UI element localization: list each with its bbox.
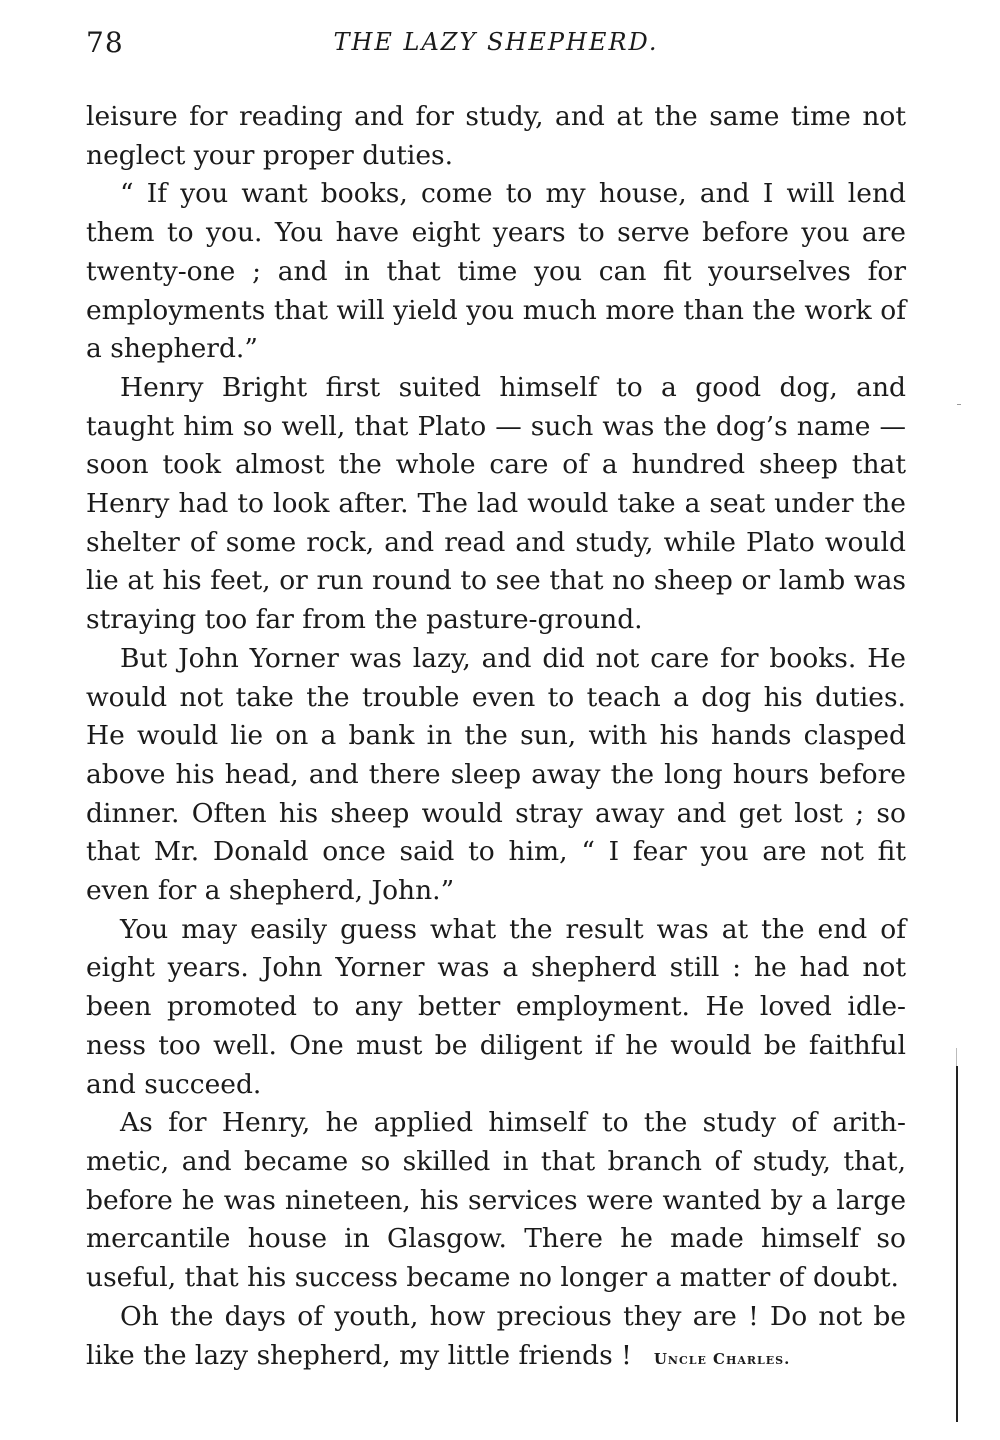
paragraph-7 (86, 1298, 906, 1378)
margin-rule (956, 1066, 958, 1422)
body-text (86, 98, 906, 1378)
closing-sentence: Oh the days of youth, how precious they are ! Do not be like the lazy shepherd, my little friends ! (86, 1300, 906, 1371)
paragraph-2: “ If you want books, come to my house, and I will lend them to you. You have eight years to serve before you are twenty-one ; and in that time you can fit yourselves for employments that will yield you much more than the work of a shepherd.” (86, 178, 906, 365)
signature: Uncle Charles. (653, 1349, 791, 1368)
paragraph-1: leisure for reading and for study, and at the same time not neglect your proper duties. (86, 101, 906, 171)
paragraph-5: You may easily guess what the result was at the end of eight years. John Yorner was a shepherd still : he had not been promoted to any better employment. He loved idle-ness too well. One must be diligent if he would be faithful and succeed. (86, 913, 906, 1100)
edge-mark (957, 404, 961, 405)
paragraph-4: But John Yorner was lazy, and did not care for books. He would not take the trouble even to teach a dog his duties. He would lie on a bank in the sun, with his hands clasped above his head, and there sleep away the long hours before dinner. Often his sheep would stray away and get lost ; so that Mr. Donald once said to him, “ I fear you are not fit even for a shepherd, John.” (86, 642, 906, 907)
paragraph-6: As for Henry, he applied himself to the study of arith-metic, and became so skilled in that branch of study, that, before he was nineteen, his services were wanted by a large mercantile house in Glasgow. There he made himself so useful, that his success became no longer a matter of doubt. (86, 1107, 906, 1294)
running-title: THE LAZY SHEPHERD. (333, 28, 659, 56)
page-number: 78 (86, 26, 124, 59)
page-header (86, 26, 906, 66)
paragraph-3: Henry Bright first suited himself to a good dog, and taught him so well, that Plato — such was the dog’s name — soon took almost the whole care of a hundred sheep that Henry had to look after. The lad would take a seat under the shelter of some rock, and read and study, while Plato would lie at his feet, or run round to see that no sheep or lamb was straying too far from the pasture-ground. (86, 371, 906, 636)
